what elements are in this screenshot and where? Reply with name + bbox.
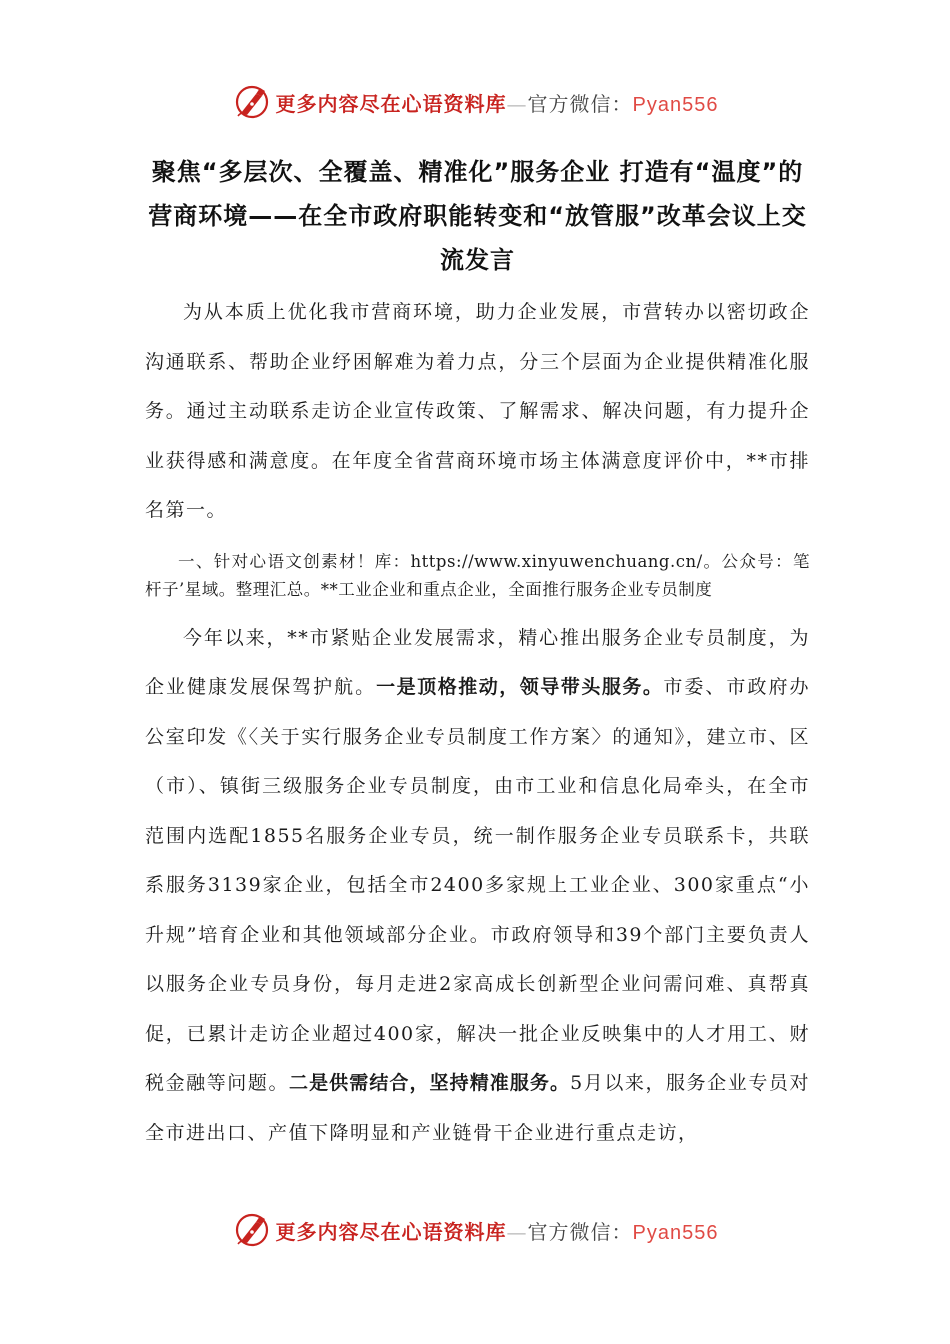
document-title: 聚焦“多层次、全覆盖、精准化”服务企业 打造有“温度”的营商环境——在全市政府职能转变和“放管服”改革会议上交流发言: [148, 158, 807, 274]
document-body: [145, 150, 810, 1158]
para2-bold-point-2: 二是供需结合，坚持精准服务。: [289, 1072, 571, 1094]
header-banner: [0, 78, 950, 126]
section-heading-1: 一、针对心语文创素材！库：https://www.xinyuwenchuang.cn/。公众号：笔杆子’星域。整理汇总。**工业企业和重点企业，全面推行服务企业专员制度: [145, 551, 810, 599]
para2-text-e: 5月以来，服务企业专员对全市进出口、产值下降明显和产业链骨干企业进行重点走访，: [145, 1072, 810, 1144]
banner-wechat-id: Pyan556: [632, 1221, 719, 1244]
banner-label: 官方微信：: [527, 1219, 633, 1244]
banner-text: [276, 88, 719, 117]
banner-brand: 更多内容尽在心语资料库: [275, 91, 507, 116]
footer-banner: [0, 1206, 950, 1254]
banner-separator: —: [506, 1219, 528, 1244]
para2-bold-point-1: 一是顶格推动，领导带头服务。: [376, 676, 664, 698]
banner-separator: —: [506, 91, 528, 116]
pen-nib-logo-icon: [232, 1210, 272, 1250]
banner-label: 官方微信：: [527, 91, 633, 116]
pen-nib-logo-icon: [232, 82, 272, 122]
para2-text-a: 今年以来，**市紧贴企业发展需求，精心推出服务企业专员制度，为企业健康发展保驾护航。: [145, 626, 810, 698]
banner-text: [276, 1216, 719, 1245]
banner-brand: 更多内容尽在心语资料库: [275, 1219, 507, 1244]
body-paragraph-2: [145, 614, 810, 1159]
banner-wechat-id: Pyan556: [632, 93, 719, 116]
para2-text-c: 市委、市政府办公室印发《〈关于实行服务企业专员制度工作方案〉的通知》，建立市、区（市）、镇街三级服务企业专员制度，由市工业和信息化局牵头，在全市范围内选配1855名服务企业专员，统一制作服务企业专员联系卡，共联系服务3139家企业，包括全市2400多家规上工业企业、300家重点“小升规”培育企业和其他领域部分企业。市政府领导和39个部门主要负责人以服务企业专员身份，每月走进2家高成长创新型企业问需问难、真帮真促，已累计走访企业超过400家，解决一批企业反映集中的人才用工、财税金融等问题。: [145, 676, 810, 1094]
intro-paragraph: 为从本质上优化我市营商环境，助力企业发展，市营转办以密切政企沟通联系、帮助企业纾困解难为着力点，分三个层面为企业提供精准化服务。通过主动联系走访企业宣传政策、了解需求、解决问题，有力提升企业获得感和满意度。在年度全省营商环境市场主体满意度评价中，**市排名第一。: [145, 301, 810, 521]
